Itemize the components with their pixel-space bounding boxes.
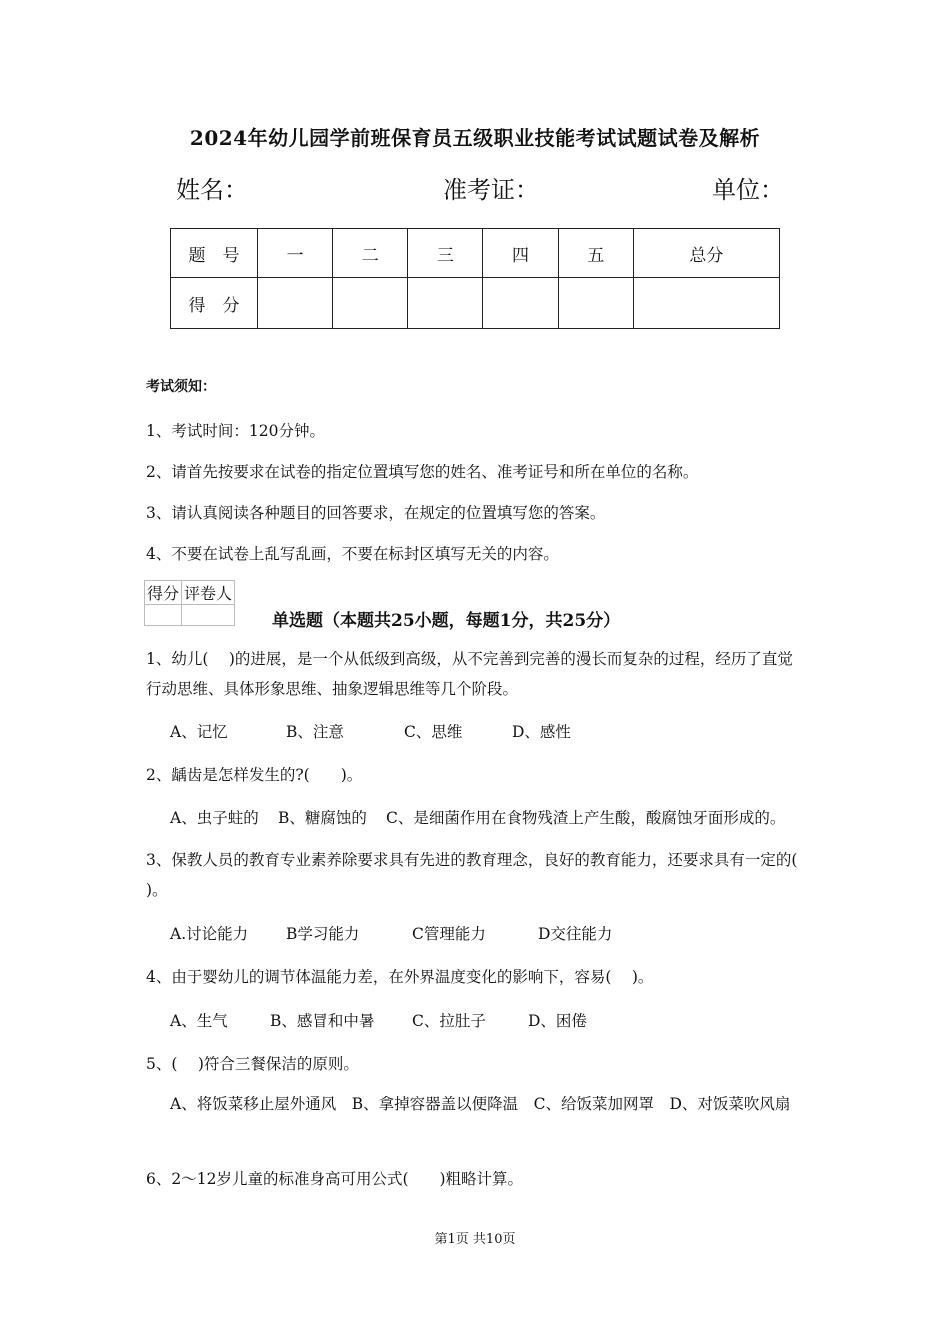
grader-name-label: 评卷人: [182, 581, 235, 605]
name-field-label: 姓名：: [176, 176, 248, 204]
question-5-text: 5、( )符合三餐保洁的原则。: [146, 1055, 359, 1073]
notice-heading: 考试须知：: [146, 379, 216, 395]
option: B、感冒和中暑: [270, 1012, 375, 1030]
score-table-blank-cell: [333, 278, 408, 329]
option: A、记忆: [170, 723, 228, 741]
question-2-options: [170, 806, 785, 828]
score-table-cell: 二: [333, 229, 408, 278]
notice-item: 1、考试时间：120分钟。: [146, 422, 325, 440]
score-table-header-row: [171, 229, 780, 278]
grader-score-blank: [145, 605, 182, 626]
unit-field-label: 单位：: [712, 176, 784, 204]
score-table-blank-cell: [483, 278, 558, 329]
score-table: [170, 228, 780, 329]
question-1-options: [170, 720, 571, 742]
score-table-score-row: [171, 278, 780, 329]
question-4-text: 4、由于婴幼儿的调节体温能力差，在外界温度变化的影响下，容易( )。: [146, 968, 654, 986]
exam-id-field-label: 准考证：: [443, 176, 539, 204]
option: A、生气: [170, 1012, 228, 1030]
option: A、虫子蛀的: [170, 809, 259, 827]
score-table-cell: 总分: [633, 229, 779, 278]
question-5-options: A、将饭菜移止屋外通风 B、拿掉容器盖以便降温 C、给饭菜加网罩 D、对饭菜吹风扇: [170, 1095, 791, 1113]
notice-item: 4、不要在试卷上乱写乱画，不要在标封区填写无关的内容。: [146, 545, 559, 563]
score-table-cell: 得 分: [171, 278, 258, 329]
grader-name-blank: [182, 605, 235, 626]
document-title: 2024年幼儿园学前班保育员五级职业技能考试试题试卷及解析: [189, 126, 761, 150]
score-table-blank-cell: [258, 278, 333, 329]
option: D、感性: [512, 723, 571, 741]
question-4-options: [170, 1009, 587, 1031]
option: C、是细菌作用在食物残渣上产生酸，酸腐蚀牙面形成的。: [386, 809, 786, 827]
score-table-cell: 一: [258, 229, 333, 278]
option: B、注意: [286, 723, 344, 741]
score-table-blank-cell: [408, 278, 483, 329]
option: D交往能力: [538, 925, 613, 943]
option: B学习能力: [286, 925, 360, 943]
option: A.讨论能力: [170, 925, 249, 943]
score-table-cell: 四: [483, 229, 558, 278]
score-table-cell: 三: [408, 229, 483, 278]
score-table-cell: 题 号: [171, 229, 258, 278]
option: C、思维: [404, 723, 463, 741]
option: C、拉肚子: [412, 1012, 486, 1030]
grader-box: [144, 580, 235, 626]
question-3-text: 3、保教人员的教育专业素养除要求具有先进的教育理念，良好的教育能力，还要求具有一定的( )。: [146, 851, 818, 899]
question-3-options: [170, 922, 612, 944]
grader-score-label: 得分: [145, 581, 182, 605]
section-title: 单选题（本题共25小题，每题1分，共25分）: [272, 611, 621, 631]
question-2-text: 2、龋齿是怎样发生的?( )。: [146, 766, 363, 784]
notice-item: 2、请首先按要求在试卷的指定位置填写您的姓名、准考证号和所在单位的名称。: [146, 463, 699, 481]
option: D、困倦: [528, 1012, 587, 1030]
question-6-text: 6、2～12岁儿童的标准身高可用公式( )粗略计算。: [146, 1170, 524, 1188]
notice-item: 3、请认真阅读各种题目的回答要求，在规定的位置填写您的答案。: [146, 504, 606, 522]
score-table-blank-cell: [633, 278, 779, 329]
score-table-blank-cell: [558, 278, 633, 329]
option: B、糖腐蚀的: [278, 809, 367, 827]
option: C管理能力: [412, 925, 486, 943]
page-footer: 第1页 共10页: [434, 1232, 516, 1247]
question-1-text: 1、幼儿( )的进展，是一个从低级到高级，从不完善到完善的漫长而复杂的过程，经历了直觉行动思维、具体形象思维、抽象逻辑思维等几个阶段。: [146, 650, 793, 698]
score-table-cell: 五: [558, 229, 633, 278]
